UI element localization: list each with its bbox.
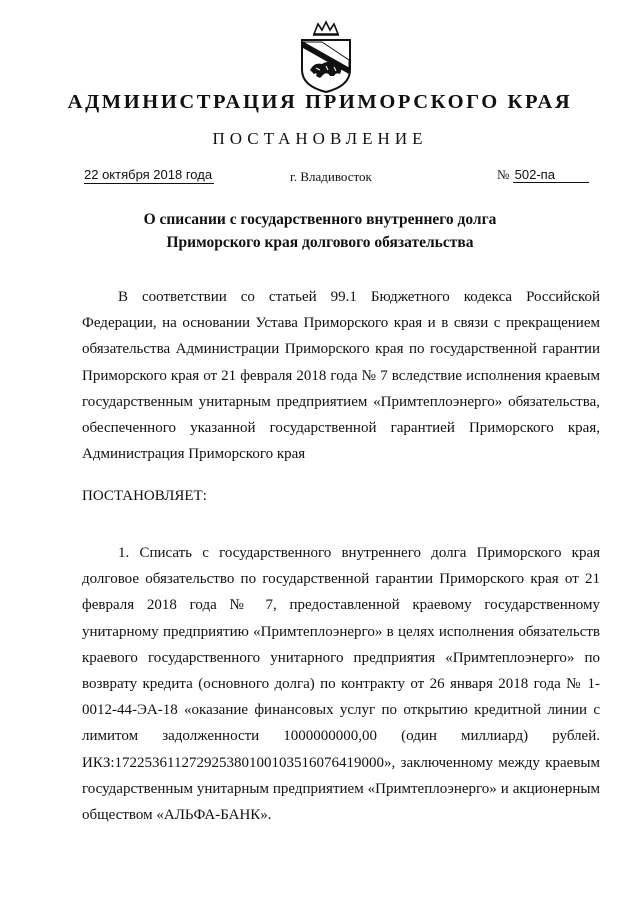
coat-of-arms-emblem [296, 20, 356, 94]
organization-name: АДМИНИСТРАЦИЯ ПРИМОРСКОГО КРАЯ [67, 91, 573, 113]
clause-1-paragraph [82, 540, 600, 828]
document-title [0, 208, 640, 254]
number-value: 502-па [513, 167, 589, 183]
preamble-text: В соответствии со статьей 99.1 Бюджетного кодекса Российской Федерации, на основании Устава Приморского края и в связи с прекращением обязательства Администрации Приморского края по государственной гарантии Приморского края от 21 февраля 2018 года № 7 вследствие исполнения краевым государственным унитарным предприятием «Примтеплоэнерго» обязательства, обеспеченного указанной государственной гарантией Приморского края, Администрация Приморского края [82, 289, 600, 463]
title-line-2: Приморского края долгового обязательства [166, 234, 474, 251]
title-line-1: О списании с государственного внутреннего долга [143, 211, 497, 228]
document-city: г. Владивосток [290, 169, 372, 184]
resolve-heading: ПОСТАНОВЛЯЕТ: [82, 488, 207, 504]
clause-1-text: 1. Списать с государственного внутреннего долга Приморского края долговое обязательство по государственной гарантии Приморского края от 21 февраля 2018 года № 7, предоставленной краевому государственному унитарному предприятию «Примтеплоэнерго» в целях исполнения обязательств краевого государственного унитарного предприятия «Примтеплоэнерго» по возврату кредита (основного долга) по контракту от 26 января 2018 года № 1-0012-44-ЭА-18 «оказание финансовых услуг по открытию кредитной линии с лимитом задолженности 1000000000,00 (один миллиард) рублей. ИКЗ:172253611272925380100103516076419000», заключенному между краевым государственным унитарным предприятием «Примтеплоэнерго» и акционерным обществом «АЛЬФА-БАНК». [82, 545, 600, 824]
preamble-paragraph [82, 284, 600, 467]
number-sign: № [497, 167, 510, 182]
document-date: 22 октября 2018 года [84, 167, 213, 182]
document-type: ПОСТАНОВЛЕНИЕ [212, 129, 428, 148]
document-number [497, 167, 597, 183]
